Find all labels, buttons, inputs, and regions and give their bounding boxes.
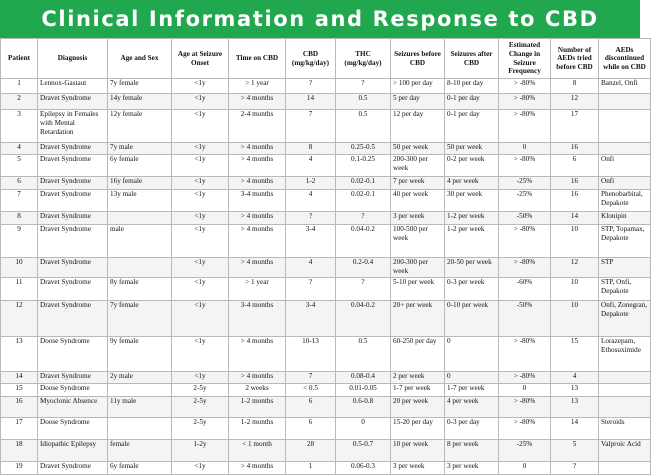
cell-seizures-before: > 100 per day (391, 79, 445, 94)
cell-seizures-after: 0-10 per week (445, 301, 499, 337)
cell-aeds-tried: ? (551, 462, 599, 475)
cell-thc-dose: ? (336, 278, 391, 301)
cell-age-sex: 2y male (108, 372, 172, 384)
cell-change-frequency: 0 (499, 384, 551, 397)
cell-diagnosis: Dravet Syndrome (38, 143, 108, 155)
cell-aeds-discontinued: Valproic Acid (599, 440, 651, 462)
cell-thc-dose: 0.02-0.1 (336, 177, 391, 190)
cell-age-onset: <1y (172, 278, 229, 301)
cell-cbd-dose: ? (286, 79, 336, 94)
cell-thc-dose: 0.5 (336, 337, 391, 372)
cell-age-onset: 1-2y (172, 440, 229, 462)
cell-seizures-after: 0-2 per week (445, 155, 499, 177)
cell-change-frequency: 0 (499, 462, 551, 475)
cell-diagnosis: Myoclonic Absence (38, 397, 108, 418)
cell-seizures-after: 8 per week (445, 440, 499, 462)
cell-aeds-discontinued (599, 384, 651, 397)
cell-patient: 17 (1, 418, 38, 440)
cell-thc-dose: 0.5 (336, 110, 391, 143)
cell-age-sex (108, 212, 172, 225)
cell-time-on-cbd: 1-2 months (229, 397, 286, 418)
cell-patient: 18 (1, 440, 38, 462)
cell-cbd-dose: 1-2 (286, 177, 336, 190)
cell-aeds-tried: 6 (551, 155, 599, 177)
header-change-frequency: Estimated Change in Seizure Frequency (499, 39, 551, 79)
cell-age-sex: 7y female (108, 301, 172, 337)
cell-thc-dose: 0.04-0.2 (336, 301, 391, 337)
cell-cbd-dose: 3-4 (286, 301, 336, 337)
cell-thc-dose: 0.25-0.5 (336, 143, 391, 155)
cell-seizures-before: 2 per week (391, 372, 445, 384)
cell-patient: 13 (1, 337, 38, 372)
cell-aeds-discontinued (599, 110, 651, 143)
header-aeds-discontinued: AEDs discontinued while on CBD (599, 39, 651, 79)
cell-thc-dose: 0.1-0.25 (336, 155, 391, 177)
cell-thc-dose: 0.08-0.4 (336, 372, 391, 384)
table-row (1, 94, 651, 110)
cell-aeds-tried: 10 (551, 225, 599, 258)
cell-cbd-dose: < 0.5 (286, 384, 336, 397)
cell-diagnosis: Doose Syndrome (38, 384, 108, 397)
cell-age-sex: 14y female (108, 94, 172, 110)
cell-cbd-dose: 6 (286, 397, 336, 418)
cell-aeds-tried: 10 (551, 278, 599, 301)
cell-aeds-discontinued: Lorazepam, Ethosuximide (599, 337, 651, 372)
cell-change-frequency: > -80% (499, 372, 551, 384)
cell-seizures-before: 1-7 per week (391, 384, 445, 397)
cell-patient: 11 (1, 278, 38, 301)
cell-time-on-cbd: > 1 year (229, 278, 286, 301)
cell-patient: 10 (1, 258, 38, 278)
cell-thc-dose: ? (336, 212, 391, 225)
cell-seizures-before: 10 per week (391, 440, 445, 462)
cell-diagnosis: Dravet Syndrome (38, 155, 108, 177)
cell-age-sex: 6y female (108, 155, 172, 177)
cell-thc-dose: 0.6-0.8 (336, 397, 391, 418)
cell-aeds-tried: 16 (551, 177, 599, 190)
cell-age-onset: <1y (172, 177, 229, 190)
cell-change-frequency: > -80% (499, 94, 551, 110)
cell-cbd-dose: ? (286, 278, 336, 301)
cell-age-onset: <1y (172, 143, 229, 155)
cell-change-frequency: > -80% (499, 418, 551, 440)
cell-age-onset: <1y (172, 337, 229, 372)
cell-age-sex: 12y female (108, 110, 172, 143)
cell-time-on-cbd: > 4 months (229, 225, 286, 258)
cell-age-onset: <1y (172, 190, 229, 212)
cell-seizures-after: 1-7 per week (445, 384, 499, 397)
cell-age-sex: 9y female (108, 337, 172, 372)
cell-patient: 3 (1, 110, 38, 143)
cell-aeds-discontinued: Phenobarbital, Depakote (599, 190, 651, 212)
cell-aeds-discontinued (599, 397, 651, 418)
cell-patient: 16 (1, 397, 38, 418)
cell-diagnosis: Dravet Syndrome (38, 258, 108, 278)
table-row (1, 278, 651, 301)
cell-seizures-after: 0-3 per day (445, 418, 499, 440)
table-row (1, 225, 651, 258)
cell-aeds-discontinued: STP, Onfi, Depakote (599, 278, 651, 301)
cell-seizures-after: 4 per week (445, 177, 499, 190)
cell-age-sex: male (108, 225, 172, 258)
cell-diagnosis: Lennox-Gastaut (38, 79, 108, 94)
cell-age-sex: female (108, 440, 172, 462)
cell-thc-dose: 0.02-0.1 (336, 190, 391, 212)
header-age-sex: Age and Sex (108, 39, 172, 79)
cell-thc-dose: 0.2-0.4 (336, 258, 391, 278)
cell-cbd-dose: 4 (286, 155, 336, 177)
cell-time-on-cbd: > 4 months (229, 337, 286, 372)
header-time-on-cbd: Time on CBD (229, 39, 286, 79)
cell-change-frequency: -25% (499, 190, 551, 212)
cell-seizures-before: 3 per week (391, 462, 445, 475)
cell-age-sex: 11y male (108, 397, 172, 418)
cell-aeds-discontinued (599, 462, 651, 475)
cell-seizures-before: 20 per week (391, 397, 445, 418)
table-row (1, 397, 651, 418)
table-row (1, 462, 651, 475)
cell-seizures-before: 60-250 per day (391, 337, 445, 372)
cell-age-onset: <1y (172, 94, 229, 110)
table-row (1, 155, 651, 177)
cell-patient: 1 (1, 79, 38, 94)
cell-aeds-discontinued: Banzel, Onfi (599, 79, 651, 94)
header-age-onset: Age at Seizure Onset (172, 39, 229, 79)
cell-seizures-after: 0 (445, 337, 499, 372)
cell-time-on-cbd: 3-4 months (229, 301, 286, 337)
cell-diagnosis: Dravet Syndrome (38, 278, 108, 301)
cell-diagnosis: Epilepsy in Females with Mental Retardation (38, 110, 108, 143)
cell-aeds-discontinued: Onfi (599, 155, 651, 177)
cell-aeds-tried: 16 (551, 190, 599, 212)
clinical-table (0, 38, 651, 475)
cell-seizures-after: 0-1 per day (445, 110, 499, 143)
table-row (1, 372, 651, 384)
cell-aeds-tried: 5 (551, 440, 599, 462)
cell-time-on-cbd: 1-2 months (229, 418, 286, 440)
cell-aeds-discontinued (599, 372, 651, 384)
cell-age-onset: <1y (172, 462, 229, 475)
cell-patient: 14 (1, 372, 38, 384)
cell-seizures-after: 0-1 per day (445, 94, 499, 110)
cell-change-frequency: > -80% (499, 397, 551, 418)
cell-change-frequency: -50% (499, 301, 551, 337)
table-row (1, 384, 651, 397)
cell-aeds-discontinued (599, 94, 651, 110)
cell-seizures-before: 100-500 per week (391, 225, 445, 258)
cell-age-onset: <1y (172, 301, 229, 337)
cell-aeds-tried: 14 (551, 212, 599, 225)
table-row (1, 301, 651, 337)
table-row (1, 212, 651, 225)
cell-thc-dose: 0.04-0.2 (336, 225, 391, 258)
cell-seizures-before: 12 per day (391, 110, 445, 143)
cell-time-on-cbd: > 4 months (229, 212, 286, 225)
cell-seizures-after: 3 per week (445, 462, 499, 475)
cell-aeds-tried: 14 (551, 418, 599, 440)
cell-patient: 12 (1, 301, 38, 337)
cell-age-sex: 7y female (108, 79, 172, 94)
cell-seizures-before: 200-300 per week (391, 258, 445, 278)
cell-change-frequency: -60% (499, 278, 551, 301)
cell-cbd-dose: 1 (286, 462, 336, 475)
cell-diagnosis: Dravet Syndrome (38, 190, 108, 212)
cell-seizures-before: 15-20 per day (391, 418, 445, 440)
cell-change-frequency: > -80% (499, 225, 551, 258)
cell-time-on-cbd: 2 weeks (229, 384, 286, 397)
cell-diagnosis: Dravet Syndrome (38, 177, 108, 190)
cell-aeds-discontinued: Klonipin (599, 212, 651, 225)
cell-thc-dose: 0.06-0.3 (336, 462, 391, 475)
cell-aeds-discontinued: Steroids (599, 418, 651, 440)
cell-patient: 5 (1, 155, 38, 177)
cell-cbd-dose: ? (286, 212, 336, 225)
cell-aeds-tried: 15 (551, 337, 599, 372)
cell-aeds-discontinued: STP, Topamax, Depakote (599, 225, 651, 258)
cell-patient: 2 (1, 94, 38, 110)
cell-patient: 6 (1, 177, 38, 190)
cell-change-frequency: -25% (499, 440, 551, 462)
cell-time-on-cbd: > 4 months (229, 143, 286, 155)
cell-diagnosis: Doose Syndrome (38, 418, 108, 440)
cell-cbd-dose: 28 (286, 440, 336, 462)
table-row (1, 143, 651, 155)
cell-aeds-tried: 10 (551, 301, 599, 337)
cell-age-onset: <1y (172, 212, 229, 225)
header-thc-dose: THC (mg/kg/day) (336, 39, 391, 79)
cell-patient: 9 (1, 225, 38, 258)
cell-diagnosis: Dravet Syndrome (38, 225, 108, 258)
cell-seizures-before: 20+ per week (391, 301, 445, 337)
cell-cbd-dose: 3-4 (286, 225, 336, 258)
cell-cbd-dose: 4 (286, 258, 336, 278)
cell-cbd-dose: 7 (286, 372, 336, 384)
cell-age-onset: <1y (172, 110, 229, 143)
cell-age-sex: 7y male (108, 143, 172, 155)
cell-cbd-dose: 6 (286, 418, 336, 440)
cell-patient: 4 (1, 143, 38, 155)
cell-seizures-before: 200-300 per week (391, 155, 445, 177)
header-seizures-before: Seizures before CBD (391, 39, 445, 79)
cell-time-on-cbd: 3-4 months (229, 190, 286, 212)
cell-age-sex: 13y male (108, 190, 172, 212)
cell-change-frequency: > -80% (499, 79, 551, 94)
cell-aeds-discontinued: Onfi (599, 177, 651, 190)
table-row (1, 418, 651, 440)
cell-diagnosis: Dravet Syndrome (38, 462, 108, 475)
cell-aeds-tried: 8 (551, 79, 599, 94)
cell-seizures-before: 5 per day (391, 94, 445, 110)
cell-age-sex (108, 258, 172, 278)
header-cbd-dose: CBD (mg/kg/day) (286, 39, 336, 79)
cell-seizures-before: 40 per week (391, 190, 445, 212)
cell-change-frequency: > -80% (499, 337, 551, 372)
cell-aeds-tried: 13 (551, 397, 599, 418)
cell-diagnosis: Dravet Syndrome (38, 94, 108, 110)
header-aeds-tried: Number of AEDs tried before CBD (551, 39, 599, 79)
cell-thc-dose: 0.01-0.05 (336, 384, 391, 397)
cell-thc-dose: 0.5-0.7 (336, 440, 391, 462)
cell-thc-dose: 0.5 (336, 94, 391, 110)
cell-change-frequency: > -80% (499, 258, 551, 278)
cell-time-on-cbd: > 4 months (229, 258, 286, 278)
cell-age-onset: 2-5y (172, 397, 229, 418)
table-row (1, 177, 651, 190)
table-row (1, 79, 651, 94)
cell-cbd-dose: 4 (286, 190, 336, 212)
cell-change-frequency: > -80% (499, 110, 551, 143)
cell-time-on-cbd: > 4 months (229, 372, 286, 384)
cell-time-on-cbd: 2-4 months (229, 110, 286, 143)
cell-aeds-tried: 4 (551, 372, 599, 384)
cell-time-on-cbd: > 4 months (229, 177, 286, 190)
cell-age-onset: 2-5y (172, 418, 229, 440)
cell-patient: 15 (1, 384, 38, 397)
cell-diagnosis: Dravet Syndrome (38, 212, 108, 225)
cell-aeds-tried: 17 (551, 110, 599, 143)
cell-seizures-after: 20-50 per week (445, 258, 499, 278)
cell-thc-dose: ? (336, 79, 391, 94)
cell-age-onset: 2-5y (172, 384, 229, 397)
cell-time-on-cbd: > 1 year (229, 79, 286, 94)
table-row (1, 337, 651, 372)
cell-seizures-after: 4 per week (445, 397, 499, 418)
cell-aeds-tried: 16 (551, 143, 599, 155)
header-row (1, 39, 651, 79)
cell-time-on-cbd: > 4 months (229, 94, 286, 110)
cell-thc-dose: 0 (336, 418, 391, 440)
header-diagnosis: Diagnosis (38, 39, 108, 79)
cell-seizures-after: 1-2 per week (445, 225, 499, 258)
header-patient: Patient (1, 39, 38, 79)
cell-age-sex (108, 418, 172, 440)
cell-diagnosis: Dravet Syndrome (38, 301, 108, 337)
cell-seizures-after: 1-2 per week (445, 212, 499, 225)
cell-seizures-before: 3 per week (391, 212, 445, 225)
header-seizures-after: Seizures after CBD (445, 39, 499, 79)
cell-cbd-dose: 7 (286, 110, 336, 143)
cell-time-on-cbd: > 4 months (229, 462, 286, 475)
cell-age-onset: <1y (172, 225, 229, 258)
table-row (1, 110, 651, 143)
cell-cbd-dose: 14 (286, 94, 336, 110)
cell-aeds-discontinued (599, 143, 651, 155)
cell-diagnosis: Idiopathic Epilepsy (38, 440, 108, 462)
cell-age-sex (108, 384, 172, 397)
cell-seizures-after: 0-3 per week (445, 278, 499, 301)
cell-age-onset: <1y (172, 258, 229, 278)
cell-age-sex: 8y female (108, 278, 172, 301)
cell-seizures-before: 7 per week (391, 177, 445, 190)
cell-seizures-after: 50 per week (445, 143, 499, 155)
table-row (1, 440, 651, 462)
cell-change-frequency: -25% (499, 177, 551, 190)
cell-age-sex: 6y female (108, 462, 172, 475)
cell-aeds-discontinued: STP (599, 258, 651, 278)
cell-seizures-before: 50 per week (391, 143, 445, 155)
cell-patient: 19 (1, 462, 38, 475)
cell-time-on-cbd: > 4 months (229, 155, 286, 177)
cell-aeds-tried: 12 (551, 258, 599, 278)
cell-diagnosis: Dravet Syndrome (38, 372, 108, 384)
cell-time-on-cbd: < 1 month (229, 440, 286, 462)
cell-age-onset: <1y (172, 155, 229, 177)
cell-patient: 7 (1, 190, 38, 212)
cell-cbd-dose: 10-13 (286, 337, 336, 372)
cell-seizures-after: 0 (445, 372, 499, 384)
table-row (1, 190, 651, 212)
cell-age-onset: <1y (172, 79, 229, 94)
cell-aeds-tried: 13 (551, 384, 599, 397)
cell-age-onset: <1y (172, 372, 229, 384)
cell-diagnosis: Doose Syndrome (38, 337, 108, 372)
cell-cbd-dose: 8 (286, 143, 336, 155)
cell-seizures-after: 8-10 per day (445, 79, 499, 94)
cell-aeds-discontinued: Onfi, Zonegran, Depakote (599, 301, 651, 337)
cell-change-frequency: > -80% (499, 155, 551, 177)
table-row (1, 258, 651, 278)
cell-change-frequency: -50% (499, 212, 551, 225)
cell-age-sex: 16y female (108, 177, 172, 190)
cell-aeds-tried: 12 (551, 94, 599, 110)
cell-patient: 8 (1, 212, 38, 225)
cell-change-frequency: 0 (499, 143, 551, 155)
page-title: Clinical Information and Response to CBD (0, 0, 640, 38)
cell-seizures-before: 5-10 per week (391, 278, 445, 301)
cell-seizures-after: 30 per week (445, 190, 499, 212)
